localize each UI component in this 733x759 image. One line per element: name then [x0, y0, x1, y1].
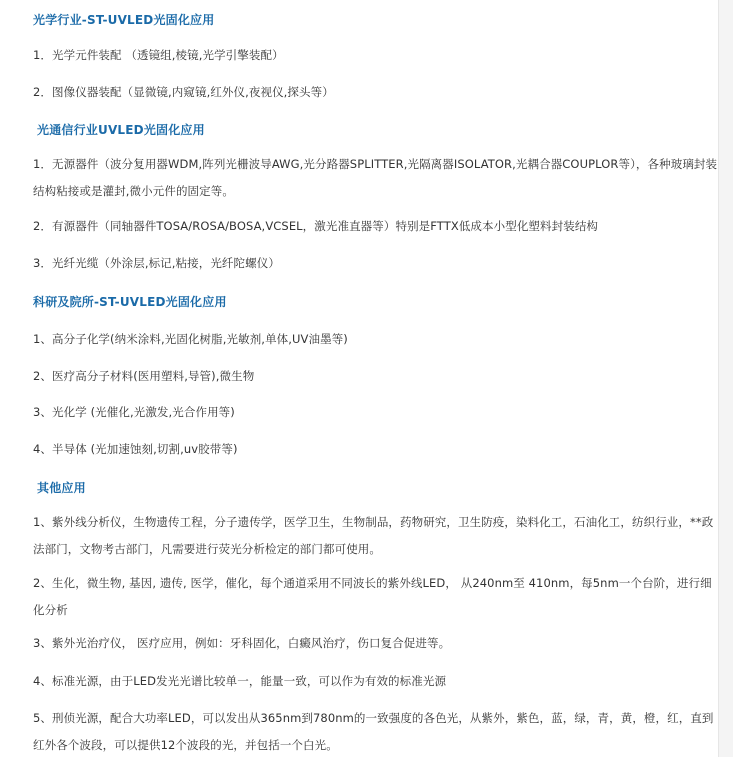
list-item: 1、高分子化学(纳米涂料,光固化树脂,光敏剂,单体,UV油墨等)	[33, 332, 348, 346]
section-heading-other: 其他应用	[37, 481, 86, 495]
list-item: 3、光化学 (光催化,光激发,光合作用等)	[33, 405, 235, 419]
list-item: 2、生化，微生物, 基因, 遗传, 医学，催化，每个通道采用不同波长的紫外线LED， 从240nm至 410nm，每5nm一个台阶，进行细化分析	[33, 576, 712, 617]
list-item: 1．无源器件（波分复用器WDM,阵列光栅波导AWG,光分路器SPLITTER,光隔离器ISOLATOR,光耦合器COUPLOR等），各种玻璃封装结构粘接或是灌封,微小元件的固定等。	[33, 157, 718, 198]
section-heading-research: 科研及院所-ST-UVLED光固化应用	[33, 295, 227, 309]
list-item: 4、标准光源，由于LED发光光谱比较单一，能量一致，可以作为有效的标准光源	[33, 674, 447, 688]
list-item: 1．光学元件装配 （透镜组,棱镜,光学引擎装配）	[33, 48, 284, 62]
list-item: 3．光纤光缆（外涂层,标记,粘接，光纤陀螺仪）	[33, 256, 280, 270]
list-item: 4、半导体 (光加速蚀刻,切割,uv胶带等)	[33, 442, 238, 456]
list-item: 2．有源器件（同轴器件TOSA/ROSA/BOSA,VCSEL，激光准直器等）特别是FTTX低成本小型化塑料封装结构	[33, 219, 599, 233]
section-heading-optical-comm: 光通信行业UVLED光固化应用	[37, 123, 205, 137]
section-heading-optics: 光学行业-ST-UVLED光固化应用	[33, 13, 215, 27]
scrollbar[interactable]	[718, 0, 733, 757]
list-item: 3、紫外光治疗仪， 医疗应用，例如：牙科固化，白癜风治疗，伤口复合促进等。	[33, 636, 451, 650]
list-item: 2、医疗高分子材料(医用塑料,导管),微生物	[33, 369, 255, 383]
list-item: 5、刑侦光源，配合大功率LED，可以发出从365nm到780nm的一致强度的各色光，从紫外，紫色，蓝，绿，青，黄，橙，红，直到红外各个波段，可以提供12个波段的光，并包括一个白光。	[33, 711, 714, 752]
list-item: 2．图像仪器装配（显微镜,内窥镜,红外仪,夜视仪,探头等）	[33, 85, 334, 99]
list-item: 1、紫外线分析仪，生物遗传工程，分子遗传学，医学卫生，生物制品，药物研究，卫生防疫，染料化工，石油化工，纺织行业，**政法部门，文物考古部门，凡需要进行荧光分析检定的部门都可使用。	[33, 515, 714, 556]
